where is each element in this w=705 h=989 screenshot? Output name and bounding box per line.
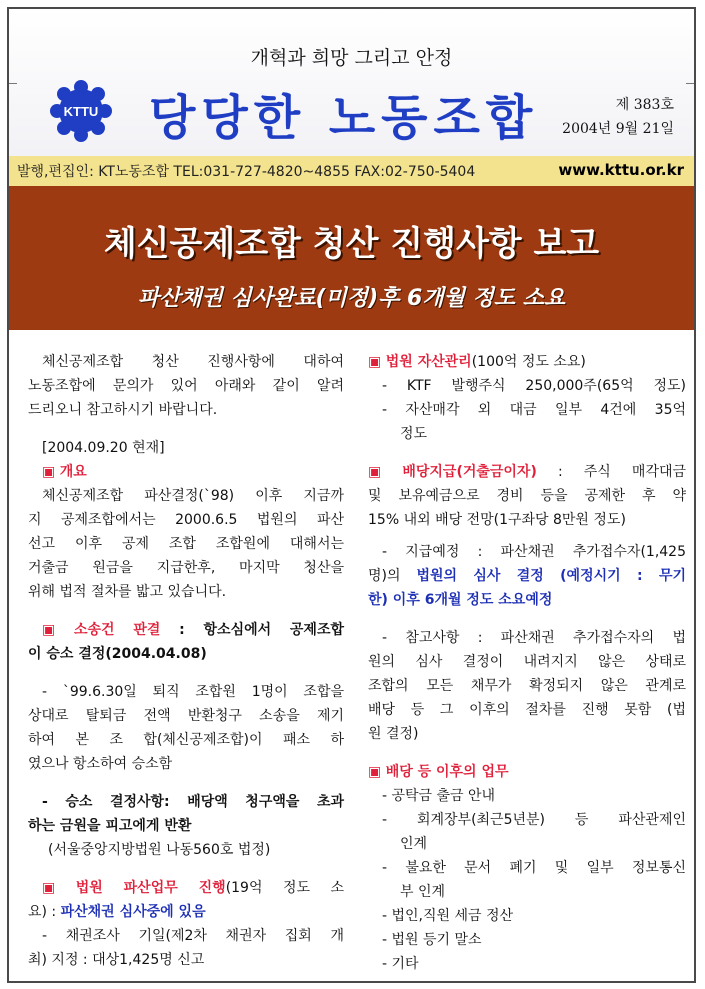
post-item: 부 인계	[400, 884, 446, 900]
bankruptcy-heading-line2: 요) : 파산채권 심사중에 있음	[28, 904, 206, 920]
section-heading-lawsuit: ▣ 소송건 판결 : 항소심에서 공제조합	[42, 622, 344, 638]
overview-line: 지 공제조합에서는 2000.6.5 법원의 파산	[28, 512, 344, 528]
schedule-line: 한) 이후 6개월 정도 소요예정	[368, 592, 553, 608]
lawsuit-result-line: 하는 금원을 피고에게 반환	[28, 818, 192, 834]
bullet-icon: ▣	[368, 764, 382, 780]
lawsuit-line: 였으나 항소하여 승소함	[28, 756, 173, 772]
page-frame	[7, 7, 696, 983]
intro-line: 드리오니 참고하시기 바랍니다.	[28, 402, 218, 418]
overview-line: 선고 이후 공제 조합 조합원에 대해서는	[28, 536, 344, 552]
post-item: - 불요한 문서 폐기 및 일부 정보통신	[382, 860, 686, 876]
schedule-line: - 지급예정 : 파산채권 추가접수자(1,425	[382, 544, 686, 560]
slogan: 개혁과 희망 그리고 안정	[250, 47, 453, 69]
bullet-icon: ▣	[42, 622, 56, 638]
issue-date: 2004년 9월 21일	[562, 121, 674, 137]
post-item: 인계	[400, 836, 428, 852]
note-line: 원 결정)	[368, 726, 419, 742]
note-line: 배당 등 그 이후의 절차를 진행 못함 (법	[368, 702, 686, 718]
website-url[interactable]: www.kttu.or.kr	[558, 161, 684, 179]
lawsuit-line: 상대로 탈퇴금 전액 반환청구 소송을 제기	[28, 708, 344, 724]
bullet-icon: ▣	[42, 880, 56, 896]
post-item: - 법인,직원 세금 정산	[382, 908, 514, 924]
as-of-date: [2004.09.20 현재]	[42, 440, 165, 456]
asset-item: - 자산매각 외 대금 일부 4건에 35억	[382, 402, 686, 418]
section-heading-post: ▣ 배당 등 이후의 업무	[368, 764, 509, 780]
note-line: 조합의 모든 채무가 확정되지 않은 관계로	[368, 678, 686, 694]
lawsuit-line: - `99.6.30일 퇴직 조합원 1명이 조합을	[42, 684, 344, 700]
dividend-line: 및 보유예금으로 경비 등을 공제한 후 약	[368, 488, 686, 504]
headline: 체신공제조합 청산 진행사항 보고	[103, 224, 600, 264]
asset-item: - KTF 발행주식 250,000주(65억 정도)	[382, 378, 686, 394]
lawsuit-line: 하여 본 조 합(체신공제조합)이 패소 하	[28, 732, 344, 748]
logo-text: KTTU	[63, 104, 99, 119]
bankruptcy-line: - 채권조사 기일(제2차 채권자 집회 개	[42, 928, 344, 944]
section-heading-dividend: ▣ 배당지급(거출금이자) : 주식 매각대금	[368, 464, 687, 480]
lawsuit-result-line: - 승소 결정사항: 배당액 청구액을 초과	[42, 794, 344, 810]
overview-line: 체신공제조합 파산결정(`98) 이후 지금까	[42, 488, 344, 504]
publisher-info: 발행,편집인: KT노동조합 TEL:031-727-4820~4855 FAX:02-750-5404	[17, 164, 476, 180]
subheadline: 파산채권 심사완료(미정)후 6개월 정도 소요	[137, 286, 566, 311]
bullet-icon: ▣	[42, 464, 56, 480]
issue-number: 제 383호	[615, 97, 674, 113]
intro-line: 체신공제조합 청산 진행사항에 대하여	[42, 354, 344, 370]
note-line: 원의 심사 결정이 내려지지 않은 상태로	[368, 654, 686, 670]
bullet-icon: ▣	[368, 354, 382, 370]
section-heading-bankruptcy: ▣ 법원 파산업무 진행(19억 정도 소	[42, 880, 344, 896]
overview-line: 위해 법적 절차를 밟고 있습니다.	[28, 584, 227, 600]
court-name: (서울중앙지방법원 나동560호 법정)	[48, 842, 271, 858]
bullet-icon: ▣	[368, 464, 382, 480]
masthead-title: 당당한 노동조합	[149, 90, 539, 146]
section-heading-asset: ▣ 법원 자산관리(100억 정도 소요)	[368, 354, 586, 370]
post-item: - 공탁금 출금 안내	[382, 788, 496, 804]
schedule-line: 명)의 법원의 심사 결정 (예정시기 : 무기	[368, 568, 686, 584]
dividend-line: 15% 내외 배당 전망(1구좌당 8만원 정도)	[368, 512, 626, 528]
post-item: - 법원 등기 말소	[382, 932, 482, 948]
note-line: - 참고사항 : 파산채권 추가접수자의 법	[382, 630, 686, 646]
intro-line: 노동조합에 문의가 있어 아래와 같이 알려	[28, 378, 344, 394]
asset-item: 정도	[400, 426, 428, 442]
post-item: - 기타	[382, 956, 419, 972]
lawsuit-heading-line2: 이 승소 결정(2004.04.08)	[28, 646, 207, 662]
section-heading-overview: ▣ 개요	[42, 464, 87, 480]
overview-line: 거출금 원금을 지급한후, 마지막 청산을	[28, 560, 344, 576]
bankruptcy-line: 최) 지정 : 대상1,425명 신고	[28, 952, 205, 968]
post-item: - 회계장부(최근5년분) 등 파산관제인	[382, 812, 686, 828]
